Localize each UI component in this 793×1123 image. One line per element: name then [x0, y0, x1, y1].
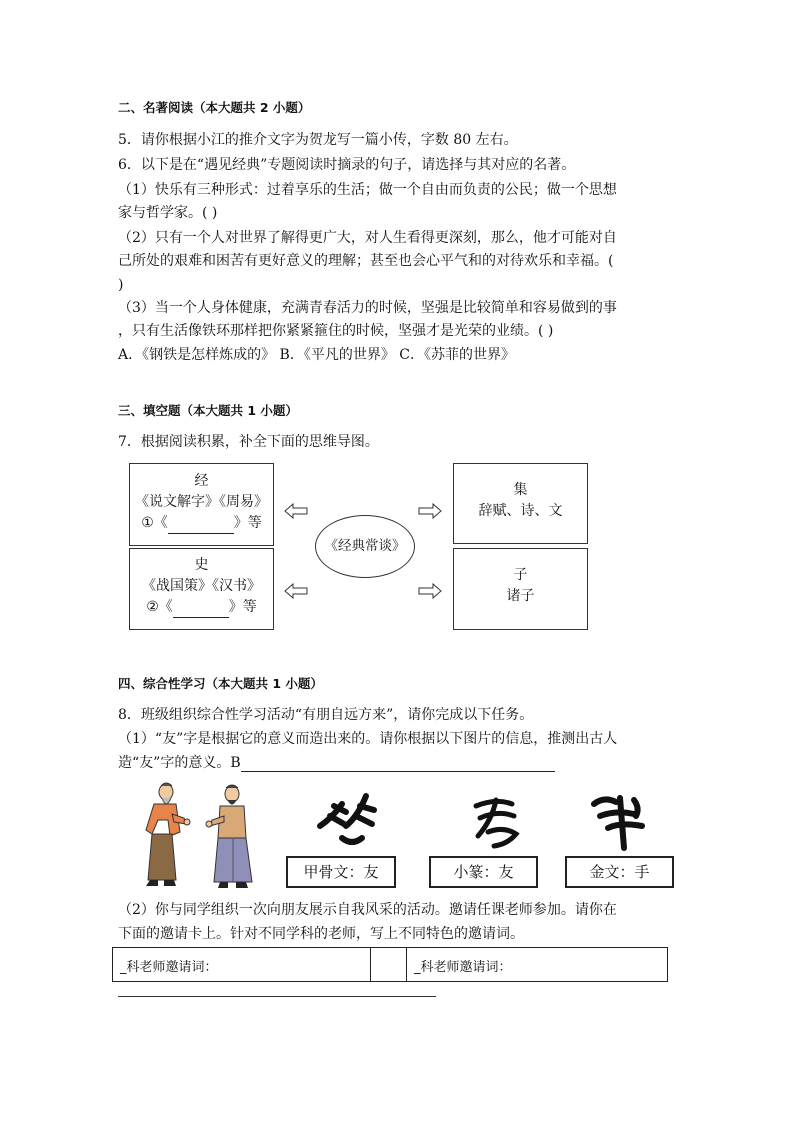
section-3-heading: 三、填空题（本大题共 1 小题）: [118, 403, 298, 418]
mindmap-jing-title: 经: [194, 473, 209, 489]
small-seal-you-glyph: [466, 790, 530, 854]
question-6-options: A．《钢铁是怎样炼成的》 B．《平凡的世界》 C．《苏菲的世界》: [118, 347, 516, 363]
arrow-left-icon: [284, 583, 308, 599]
mindmap-jing-suffix: 》等: [233, 515, 262, 531]
mindmap-shi-blank[interactable]: [173, 617, 229, 618]
mindmap-shi-suffix: 》等: [228, 599, 257, 615]
question-6-2-line3: ): [118, 277, 124, 293]
bronze-shou-glyph: [590, 792, 652, 854]
mindmap-ji-title: 集: [513, 482, 528, 498]
mindmap-ji-box: [453, 463, 588, 544]
section-2-heading: 二、名著阅读（本大题共 2 小题）: [118, 100, 311, 115]
invitation-card-right[interactable]: [407, 948, 667, 981]
mindmap-ji-content: 辞赋、诗、文: [478, 503, 563, 519]
mindmap-zi-box: [453, 548, 588, 630]
mindmap-shi-blank-line: [130, 597, 273, 618]
question-6-1-line1: （1）快乐有三种形式：过着享乐的生活；做一个自由而负责的公民；做一个思想: [118, 182, 617, 198]
mindmap-shi-box: [129, 548, 274, 630]
arrow-right-icon: [418, 583, 442, 599]
section-4-heading: 四、综合性学习（本大题共 1 小题）: [118, 676, 323, 691]
question-6: 6．以下是在“遇见经典”专题阅读时摘录的句子，请选择与其对应的名著。: [118, 157, 576, 173]
mindmap-jing-prefix: ①《: [141, 515, 168, 531]
question-5: 5．请你根据小江的推介文字为贺龙写一篇小传，字数 80 左右。: [118, 132, 518, 148]
question-8-2-line1: （2）你与同学组织一次向朋友展示自我风采的活动。邀请任课老师参加。请你在: [118, 902, 617, 918]
footnote-divider: [118, 996, 436, 997]
glyph-label-seal: 小篆：友: [429, 856, 538, 888]
question-8-1-line2: [118, 754, 555, 772]
oracle-bone-you-glyph: [312, 786, 382, 852]
invitation-card-spacer: [371, 948, 407, 981]
invitation-card-left[interactable]: [113, 948, 371, 981]
question-8: 8．班级组织综合性学习活动“有朋自远方来”，请你完成以下任务。: [118, 707, 534, 723]
mindmap-shi-title: 史: [194, 557, 209, 573]
mindmap-shi-prefix: ②《: [146, 599, 173, 615]
mindmap-zi-content: 诸子: [506, 588, 535, 604]
two-friends-illustration: [128, 780, 273, 892]
question-8-1-line1: （1）“友”字是根据它的意义而造出来的。请你根据以下图片的信息，推测出古人: [118, 731, 618, 747]
mindmap-jing-blank[interactable]: [168, 533, 234, 534]
mindmap-shi-books: 《战国策》《汉书》: [142, 578, 261, 594]
question-6-1-line2: 家与哲学家。( ): [118, 205, 218, 221]
glyph-label-oracle: 甲骨文：友: [286, 856, 396, 888]
arrow-right-icon: [418, 503, 442, 519]
mindmap-jing-books: 《说文解字》《周易》: [135, 494, 268, 510]
arrow-left-icon: [284, 503, 308, 519]
answer-blank[interactable]: [241, 754, 555, 772]
invitation-right-label: _科老师邀请词：: [414, 960, 512, 975]
question-8-1-prompt: 造“友”字的意义。B: [118, 755, 241, 771]
glyph-label-bronze: 金文：手: [565, 856, 674, 888]
invitation-left-label: _科老师邀请词：: [120, 960, 218, 975]
invitation-card-table: [112, 947, 668, 982]
mindmap-jing-blank-line: [130, 513, 273, 534]
question-8-2-line2: 下面的邀请卡上。针对不同学科的老师，写上不同特色的邀请词。: [118, 926, 524, 942]
mindmap-center: 《经典常谈》: [315, 515, 415, 578]
question-7: 7．根据阅读积累，补全下面的思维导图。: [118, 434, 379, 450]
question-6-2-line1: （2）只有一个人对世界了解得更广大，对人生看得更深刻，那么，他才可能对自: [118, 230, 617, 246]
mindmap-jing-box: [129, 463, 274, 546]
mindmap-zi-title: 子: [513, 567, 528, 583]
question-6-2-line2: 己所处的艰难和困苦有更好意义的理解；甚至也会心平气和的对待欢乐和幸福。(: [118, 253, 614, 269]
question-6-3-line2: ，只有生活像铁环那样把你紧紧箍住的时候，坚强才是光荣的业绩。( ): [118, 323, 554, 339]
question-6-3-line1: （3）当一个人身体健康，充满青春活力的时候，坚强是比较简单和容易做到的事: [118, 300, 617, 316]
